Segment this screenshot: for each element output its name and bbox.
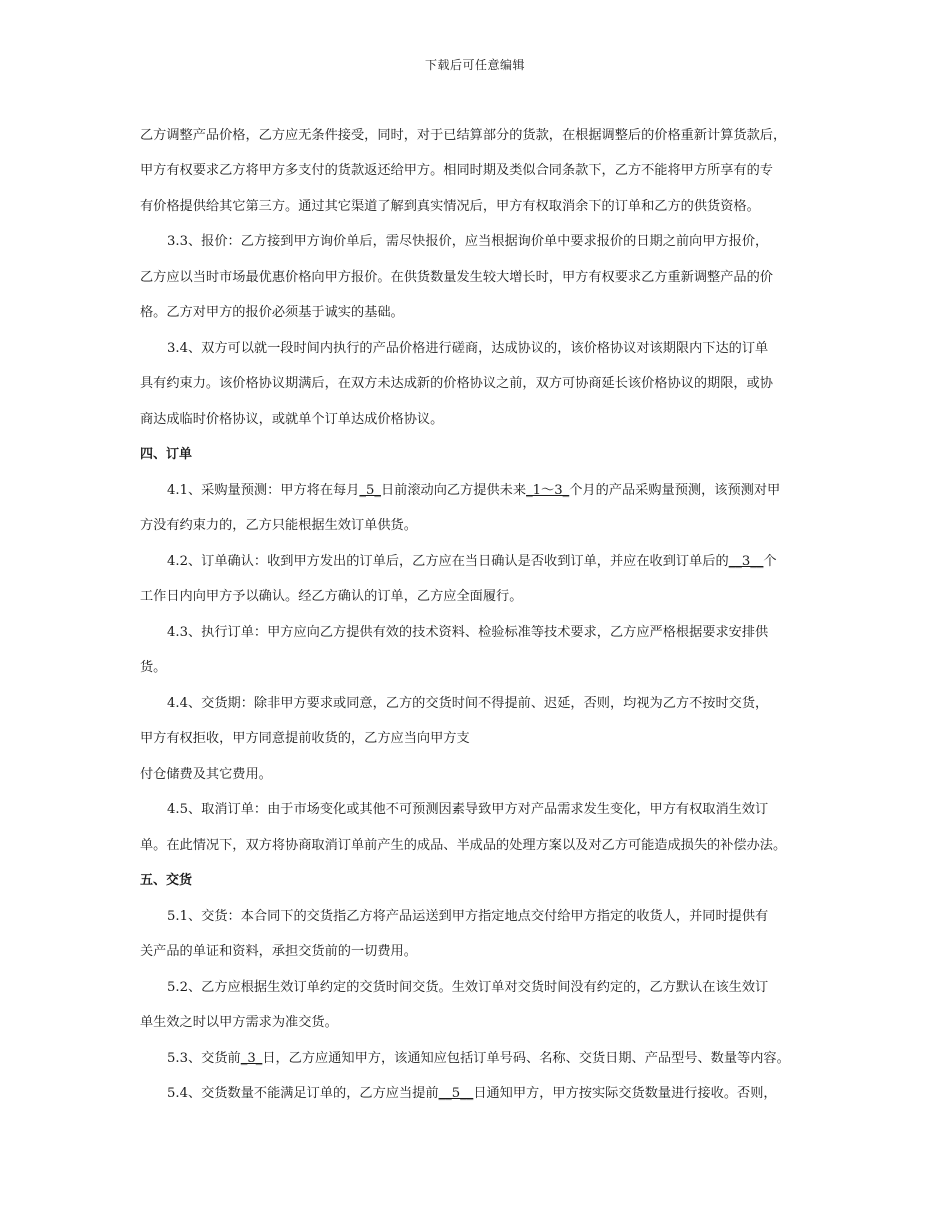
clause-text: 日，乙方应通知甲方，该通知应包括订单号码、名称、交货日期、产品型号、数量等内容。 — [262, 1051, 790, 1066]
clause-5-4 — [167, 1086, 777, 1102]
paragraph-line: 货。 — [140, 660, 167, 675]
clause-4-1 — [167, 483, 780, 499]
paragraph-line: 甲方有权拒收，甲方同意提前收货的，乙方应当向甲方支 — [140, 731, 470, 746]
clause-4-5: 4.5、取消订单：由于市场变化或其他不可预测因素导致甲方对产品需求发生变化，甲方有权取消生效订 — [167, 802, 769, 817]
clause-text: 日通知甲方，甲方按实际交货数量进行接收。否则， — [473, 1086, 777, 1101]
clause-4-2 — [167, 554, 777, 570]
clause-4-4: 4.4、交货期：除非甲方要求或同意，乙方的交货时间不得提前、迟延，否则，均视为乙方不按时交货， — [167, 696, 769, 711]
clause-4-3: 4.3、执行订单：甲方应向乙方提供有效的技术资料、检验标准等技术要求，乙方应严格根据要求安排供 — [167, 625, 769, 640]
paragraph-line: 乙方应以当时市场最优惠价格向甲方报价。在供货数量发生较大增长时，甲方有权要求乙方重新调整产品的价 — [140, 270, 773, 285]
blank-month-range: _1～3_ — [526, 483, 570, 498]
paragraph-line: 关产品的单证和资料，承担交货前的一切费用。 — [140, 944, 417, 959]
clause-text: 4.1、采购量预测：甲方将在每月 — [167, 483, 360, 498]
clause-5-2: 5.2、乙方应根据生效订单约定的交货时间交货。生效订单对交货时间没有约定的，乙方默认在该生效订 — [167, 980, 769, 995]
paragraph-line: 单生效之时以甲方需求为准交货。 — [140, 1015, 338, 1030]
paragraph-line: 付仓储费及其它费用。 — [140, 767, 272, 782]
section-heading-orders: 四、订单 — [140, 447, 193, 462]
blank-confirm-days: __3__ — [728, 554, 764, 569]
paragraph-line: 甲方有权要求乙方将甲方多支付的货款返还给甲方。相同时期及类似合同条款下，乙方不能将甲方所享有的专 — [140, 163, 773, 178]
paragraph-line: 格。乙方对甲方的报价必须基于诚实的基础。 — [140, 305, 404, 320]
clause-text: 个 — [763, 554, 777, 569]
paragraph-line: 方没有约束力的，乙方只能根据生效订单供货。 — [140, 518, 417, 533]
clause-text: 5.3、交货前 — [167, 1051, 241, 1066]
clause-text: 个月的产品采购量预测，该预测对甲 — [569, 483, 781, 498]
blank-day-of-month: _5_ — [359, 483, 381, 498]
paragraph-line: 工作日内向甲方予以确认。经乙方确认的订单，乙方应全面履行。 — [140, 589, 523, 604]
clause-3-3: 3.3、报价：乙方接到甲方询价单后，需尽快报价，应当根据询价单中要求报价的日期之前向甲方报价， — [167, 234, 769, 249]
clause-text: 4.2、订单确认：收到甲方发出的订单后，乙方应在当日确认是否收到订单，并应在收到订单后的 — [167, 554, 729, 569]
paragraph-line: 有价格提供给其它第三方。通过其它渠道了解到真实情况后，甲方有权取消余下的订单和乙方的供货资格。 — [140, 199, 760, 214]
page-header: 下载后可任意编辑 — [424, 58, 525, 72]
paragraph-line: 乙方调整产品价格，乙方应无条件接受，同时，对于已结算部分的货款，在根据调整后的价格重新计算货款后， — [140, 128, 787, 143]
clause-3-4: 3.4、双方可以就一段时间内执行的产品价格进行磋商，达成协议的，该价格协议对该期限内下达的订单 — [167, 341, 769, 356]
clause-text: 5.4、交货数量不能满足订单的，乙方应当提前 — [167, 1086, 439, 1101]
clause-5-1: 5.1、交货：本合同下的交货指乙方将产品运送到甲方指定地点交付给甲方指定的收货人，并同时提供有 — [167, 909, 769, 924]
paragraph-line: 单。在此情况下，双方将协商取消订单前产生的成品、半成品的处理方案以及对乙方可能造成损失的补偿办法。 — [140, 838, 787, 853]
paragraph-line: 商达成临时价格协议，或就单个订单达成价格协议。 — [140, 412, 444, 427]
paragraph-line: 具有约束力。该价格协议期满后，在双方未达成新的价格协议之前，双方可协商延长该价格协议的期限，或协 — [140, 376, 773, 391]
section-heading-delivery: 五、交货 — [140, 873, 193, 888]
blank-notice-days: _3_ — [240, 1051, 263, 1066]
clause-text: 日前滚动向乙方提供未来 — [381, 483, 527, 498]
blank-advance-days: __5__ — [438, 1086, 474, 1101]
clause-5-3 — [167, 1051, 790, 1067]
